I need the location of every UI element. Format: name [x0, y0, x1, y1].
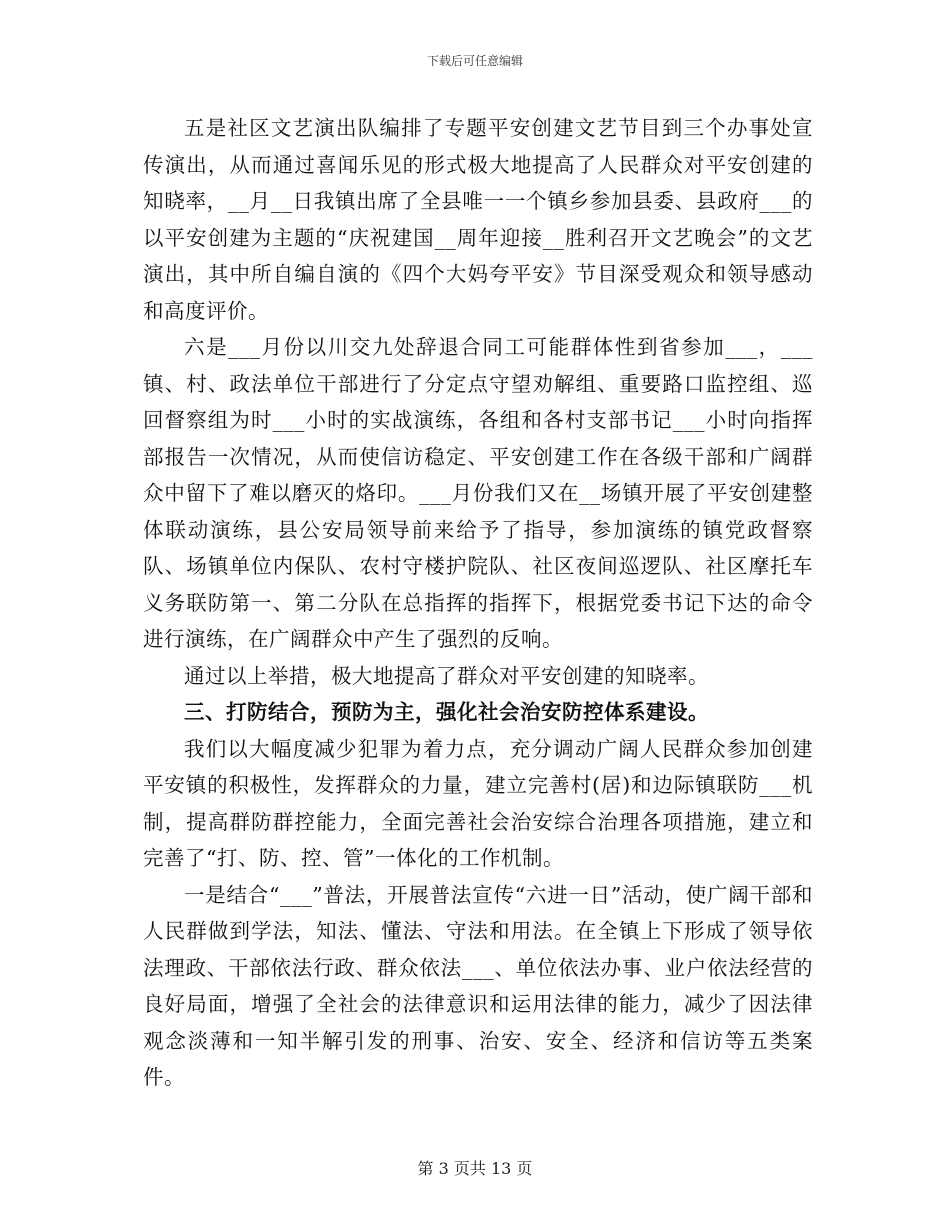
paragraph-item-one: 一是结合“___”普法，开展普法宣传“六进一日”活动，使广阔干部和人民群做到学法，知法、懂法、守法和用法。在全镇上下形成了领导依法理政、干部依法行政、群众依法___、单位依法办事、业户依法经营的良好局面，增强了全社会的法律意识和运用法律的能力，减少了因法律观念淡薄和一知半解引发的刑事、治安、安全、经济和信访等五类案件。	[143, 882, 813, 1089]
paragraph-section-intro: 我们以大幅度减少犯罪为着力点，充分调动广阔人民群众参加创建平安镇的积极性，发挥群众的力量，建立完善村(居)和边际镇联防___机制，提高群防群控能力，全面完善社会治安综合治理各项措施，建立和完善了“打、防、控、管”一体化的工作机制。	[143, 736, 813, 870]
section-heading: 三、打防结合，预防为主，强化社会治安防控体系建设。	[184, 700, 709, 724]
paragraph-summary: 通过以上举措，极大地提高了群众对平安创建的知晓率。	[184, 663, 709, 688]
document-body	[143, 110, 813, 1096]
page-header: 下载后可任意编辑	[426, 54, 523, 68]
page-number: 第 3 页共 13 页	[417, 1159, 533, 1178]
paragraph-item-six: 六是___月份以川交九处辞退合同工可能群体性到省参加___，___镇、村、政法单位干部进行了分定点守望劝解组、重要路口监控组、巡回督察组为时___小时的实战演练，各组和各村支部书记___小时向指挥部报告一次情况，从而使信访稳定、平安创建工作在各级干部和广阔群众中留下了难以磨灭的烙印。___月份我们又在__场镇开展了平安创建整体联动演练，县公安局领导前来给予了指导，参加演练的镇党政督察队、场镇单位内保队、农村守楼护院队、社区夜间巡逻队、社区摩托车义务联防第一、第二分队在总指挥的指挥下，根据党委书记下达的命令进行演练，在广阔群众中产生了强烈的反响。	[143, 335, 813, 651]
paragraph-item-five: 五是社区文艺演出队编排了专题平安创建文艺节目到三个办事处宣传演出，从而通过喜闻乐见的形式极大地提高了人民群众对平安创建的知晓率，__月__日我镇出席了全县唯一一个镇乡参加县委、县政府___的以平安创建为主题的“庆祝建国__周年迎接__胜利召开文艺晚会”的文艺演出，其中所自编自演的《四个大妈夸平安》节目深受观众和领导感动和高度评价。	[143, 116, 813, 323]
